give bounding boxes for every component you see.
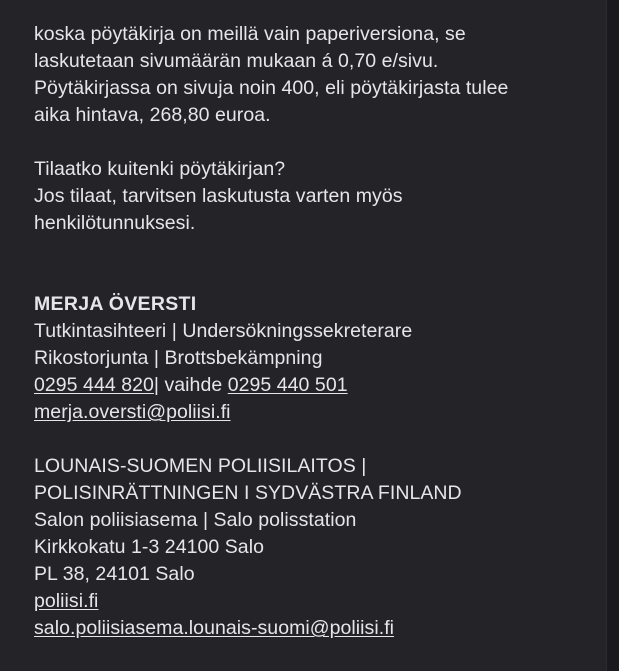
body-line: Pöytäkirjassa on sivuja noin 400, eli pöytäkirjasta tulee [34,77,509,99]
organization-block [34,453,604,642]
paragraph-gap [34,129,604,156]
website-row [34,588,604,615]
station-email-row [34,615,604,642]
signature-name: MERJA ÖVERSTI [34,293,197,315]
organization-name-line-2: POLISINRÄTTNINGEN I SYDVÄSTRA FINLAND [34,482,462,504]
question-line: Jos tilaat, tarvitsen laskutusta varten myös [34,185,403,207]
organization-name-line-1: LOUNAIS-SUOMEN POLIISILAITOS | [34,455,367,477]
question-line: henkilötunnuksesi. [34,212,196,234]
body-line: laskutetaan sivumäärän mukaan á 0,70 e/sivu. [34,50,439,72]
body-line: koska pöytäkirja on meillä vain paperiversiona, se [34,23,466,45]
question-line: Tilaatko kuitenki pöytäkirjan? [34,158,286,180]
body-line: aika hintava, 268,80 euroa. [34,104,271,126]
street-address: Kirkkokatu 1-3 24100 Salo [34,536,264,558]
signature-unit: Rikostorjunta | Brottsbekämpning [34,347,323,369]
po-box-address: PL 38, 24101 Salo [34,563,195,585]
email-signature [34,291,604,426]
switchboard-phone-link[interactable]: 0295 440 501 [227,374,348,396]
email-message-body [34,21,604,642]
phone-link[interactable]: 0295 444 820 [34,374,154,396]
website-link[interactable]: poliisi.fi [34,590,99,612]
signature-email-link[interactable]: merja.oversti@poliisi.fi [34,401,231,423]
signature-title: Tutkintasihteeri | Undersökningssekreterare [34,320,413,342]
station-email-link[interactable]: salo.poliisiasema.lounais-suomi@poliisi.fi [34,617,395,639]
signature-phones [34,372,604,399]
scroll-edge [606,0,619,671]
switchboard-prefix: | vaihde [153,374,228,396]
police-station-name: Salon poliisiasema | Salo polisstation [34,509,357,531]
signature-email-row [34,399,604,426]
paragraph-gap [34,426,604,453]
signature-gap [34,237,604,291]
